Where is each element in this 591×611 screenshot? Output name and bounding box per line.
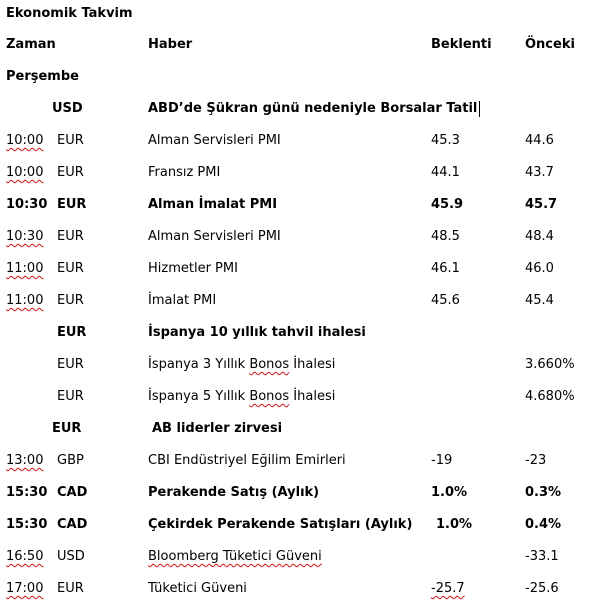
table-row: [0, 386, 591, 408]
row-previous: 46.0: [525, 261, 554, 276]
row-currency: EUR: [57, 229, 84, 244]
row-event: İspanya 10 yıllık tahvil ihalesi: [148, 325, 366, 340]
row-event: CBI Endüstriyel Eğilim Emirleri: [148, 453, 346, 468]
row-expected: 45.6: [431, 293, 460, 308]
day-line: [0, 66, 591, 88]
row-time: 15:30: [6, 517, 48, 532]
row-expected: 1.0%: [436, 517, 473, 532]
row-time: 10:30: [6, 197, 48, 212]
row-previous: 0.4%: [525, 517, 562, 532]
row-currency: EUR: [57, 165, 84, 180]
row-currency: GBP: [57, 453, 84, 468]
row-previous: 4.680%: [525, 389, 575, 404]
row-previous: 48.4: [525, 229, 554, 244]
row-expected: 1.0%: [431, 485, 468, 500]
table-row: [0, 258, 591, 280]
row-event: Bloomberg Tüketici Güveni: [148, 549, 322, 564]
table-row: [0, 450, 591, 472]
table-row: [0, 482, 591, 504]
row-event: İmalat PMI: [148, 293, 217, 308]
row-expected: 44.1: [431, 165, 460, 180]
table-row: [0, 514, 591, 536]
row-currency: EUR: [57, 389, 84, 404]
day-label: Perşembe: [6, 69, 79, 84]
row-previous: 3.660%: [525, 357, 575, 372]
row-previous: -33.1: [525, 549, 559, 564]
row-currency: EUR: [52, 421, 82, 436]
row-event: Perakende Satış (Aylık): [148, 485, 320, 500]
row-previous: 43.7: [525, 165, 554, 180]
row-time: 10:00: [6, 133, 44, 148]
table-row: [0, 130, 591, 152]
row-time: 10:00: [6, 165, 44, 180]
row-event: Alman Servisleri PMI: [148, 229, 281, 244]
row-currency: USD: [57, 549, 85, 564]
row-currency: CAD: [57, 517, 88, 532]
row-time: 17:00: [6, 581, 44, 596]
row-event: Alman Servisleri PMI: [148, 133, 281, 148]
row-event: Alman İmalat PMI: [148, 197, 278, 212]
row-time: 11:00: [6, 261, 44, 276]
row-event: ABD’de Şükran günü nedeniyle Borsalar Tatil: [148, 98, 480, 120]
table-row: [0, 226, 591, 248]
table-row: [0, 354, 591, 376]
row-currency: EUR: [57, 357, 84, 372]
row-currency: EUR: [57, 325, 87, 340]
row-previous: 45.4: [525, 293, 554, 308]
header-expected: Beklenti: [431, 37, 492, 52]
header-time: Zaman: [6, 37, 56, 52]
row-previous: -25.6: [525, 581, 559, 596]
row-expected: -25.7: [431, 581, 465, 596]
row-event: Hizmetler PMI: [148, 261, 238, 276]
row-time: 15:30: [6, 485, 48, 500]
row-event: Çekirdek Perakende Satışları (Aylık): [148, 517, 413, 532]
header-news: Haber: [148, 37, 193, 52]
row-previous: 0.3%: [525, 485, 562, 500]
table-row: [0, 578, 591, 600]
row-time: 10:30: [6, 229, 44, 244]
document-title: Ekonomik Takvim: [6, 6, 133, 21]
title-line: [0, 3, 591, 25]
table-row: [0, 290, 591, 312]
row-expected: 45.9: [431, 197, 464, 212]
row-expected: 45.3: [431, 133, 460, 148]
row-event: İspanya 3 Yıllık Bonos İhalesi: [148, 357, 336, 372]
row-currency: EUR: [57, 133, 84, 148]
header-previous: Önceki: [525, 37, 575, 52]
row-currency: USD: [52, 101, 83, 116]
row-currency: EUR: [57, 581, 84, 596]
row-previous: 44.6: [525, 133, 554, 148]
row-time: 11:00: [6, 293, 44, 308]
row-expected: -19: [431, 453, 453, 468]
table-row: [0, 162, 591, 184]
table-row: [0, 98, 591, 120]
row-event: İspanya 5 Yıllık Bonos İhalesi: [148, 389, 336, 404]
row-time: 13:00: [6, 453, 44, 468]
row-time: 16:50: [6, 549, 44, 564]
row-currency: EUR: [57, 293, 84, 308]
table-row: [0, 546, 591, 568]
table-row: [0, 322, 591, 344]
row-currency: EUR: [57, 261, 84, 276]
row-expected: 46.1: [431, 261, 460, 276]
table-row: [0, 418, 591, 440]
table-row: [0, 194, 591, 216]
row-previous: -23: [525, 453, 547, 468]
row-currency: EUR: [57, 197, 87, 212]
row-event: Tüketici Güveni: [148, 581, 247, 596]
row-expected: 48.5: [431, 229, 460, 244]
text-cursor: [479, 101, 480, 117]
row-event: AB liderler zirvesi: [152, 421, 283, 436]
row-event: Fransız PMI: [148, 165, 221, 180]
row-previous: 45.7: [525, 197, 558, 212]
header-line: [0, 34, 591, 56]
row-currency: CAD: [57, 485, 88, 500]
